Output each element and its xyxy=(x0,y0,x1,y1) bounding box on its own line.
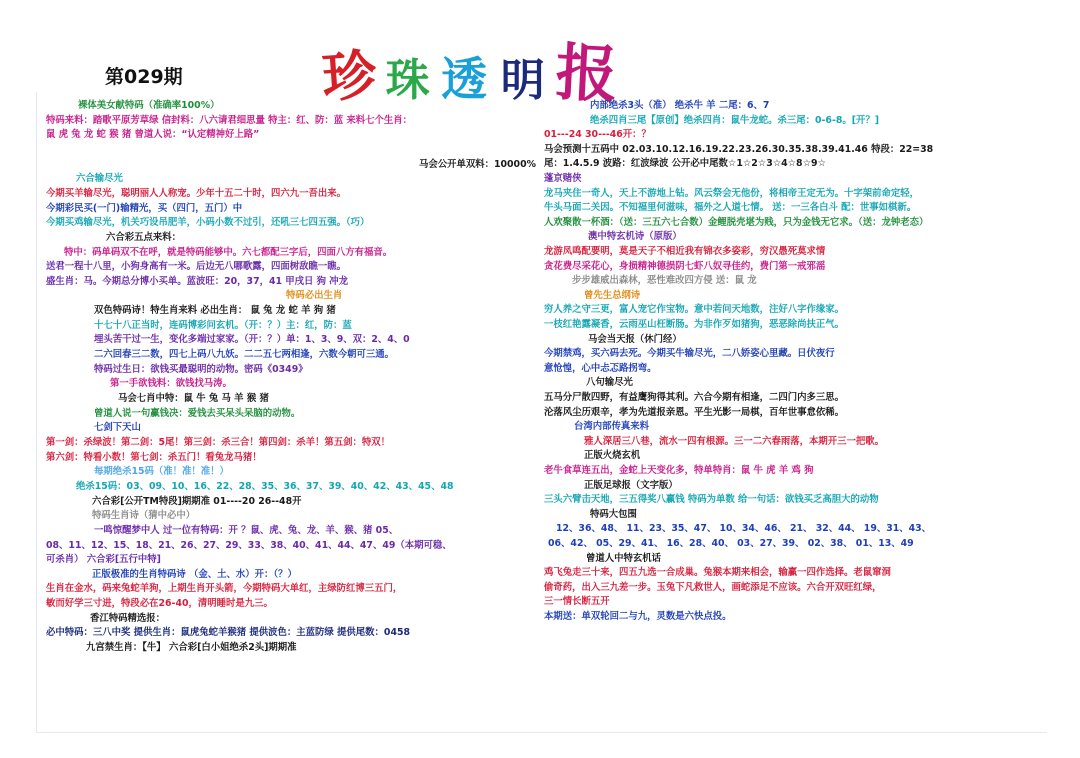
right-line: 曾先生总纲诗 xyxy=(584,289,641,301)
right-line: 06、42、 05、29、41、 16、28、40、 03、27、39、 02、38、 01、13、49 xyxy=(548,538,914,549)
right-line: 雅人深居三八巷，流水一四有根源。三一二六春雨落，本期开三一把歌。 xyxy=(584,435,885,447)
right-line: 意怆惶，心中忐忑路拐弯。 xyxy=(544,362,657,374)
left-line: 一鸣惊醒梦中人 过一位有特码：开 ？鼠、虎、兔、龙、羊、猴、猪 05、 xyxy=(94,524,399,536)
right-line: 特码大包围 xyxy=(590,508,637,520)
left-line: 裸体美女献特码（准确率100%） xyxy=(78,100,220,111)
left-line: 七剑下天山 xyxy=(94,422,141,434)
left-line: 今期买鸡输尽光，机关巧设吊肥羊，小码小数不过引，还吼三七四五强。（巧） xyxy=(46,217,370,229)
left-line: 第一手欲钱料：欲钱找马涛。 xyxy=(110,378,232,390)
right-line: 龙游凤鸣配要明，莫是天子不相近我有锦衣多姿彩，穷汉愚死莫求情 xyxy=(544,246,826,257)
left-line: 特码来料：踏歌平原芳草绿 信封料：八六请君细思量 特主：红、防：蓝 来料七个生肖： xyxy=(46,114,413,126)
left-line: 特中：码单码双不在呼，就是特码能够中。六七都配三字后，四面八方有福音。 xyxy=(64,246,393,258)
right-line: 马会预测十五码中 02.03.10.12.16.19.22.23.26.30.35.38.39.41.46 特段：22=38 xyxy=(544,143,934,155)
left-line: 生肖在金水，码来兔蛇羊狗，上期生肖开头箭，今期特码大单红，主绿防红博三五门， xyxy=(46,583,403,595)
right-line: 龙马夹住一奇人，天上不游地上钻。风云祭会无他份，将相帝王定无为。十字架前命定轻， xyxy=(544,187,920,199)
right-line: 蓬京赌侠 xyxy=(544,173,582,184)
left-line: 六合彩五点来料： xyxy=(106,231,182,243)
right-line: 五马分尸散四野，有益鹰狗得其利。六合今期有相逢，二四门内多三思。 xyxy=(544,392,845,403)
left-line: 鼠 虎 兔 龙 蛇 猴 猪 曾道人说：“认定精神好上路” xyxy=(46,129,260,141)
right-line: 01---24 30---46开：？ xyxy=(544,129,651,141)
right-line: 台湾内部传真来料 xyxy=(574,421,650,433)
right-line: 澳中特玄机诗（原版） xyxy=(588,231,682,243)
right-line: 12、36、48、 11、23、35、47、 10、34、46、 21、 32、44、 19、31、43、 xyxy=(556,523,932,535)
right-line: 曾道人中特玄机话 xyxy=(586,552,662,564)
right-line: 内部绝杀3头（准） 绝杀牛 羊 二尾：6、7 xyxy=(590,100,770,111)
right-line: 正版火烧玄机 xyxy=(584,450,641,462)
left-line: 盛生肖：马。今期总分博小买单。蓝波旺：20，37，41 甲戌日 狗 冲龙 xyxy=(46,275,349,287)
left-line: 今期彩民买(一门)输精光，买（四门，五门）中 xyxy=(46,202,243,214)
right-line: 八句输尽光 xyxy=(586,377,633,389)
left-line: 二六回春三二数，四七上码八九妖。二二五七两相逢，六数今朝可三通。 xyxy=(94,349,395,361)
title-char-1: 珍 xyxy=(320,42,379,110)
left-line: 必中特码：三八中奖 提供生肖：鼠虎兔蛇羊猴猪 提供波色：主蓝防绿 提供尾数：0458 xyxy=(46,627,411,639)
left-line: 正版极准的生肖特码诗 （金、土、水）开：（？） xyxy=(92,568,297,580)
left-line: 九宫禁生肖：【牛】 六合彩[白小姐绝杀2头]期期准 xyxy=(86,642,297,654)
left-line: 每期绝杀15码（准！准！准！） xyxy=(94,466,229,478)
left-line: 第六剑：特看小数！第七剑：杀五门！看兔龙马猪！ xyxy=(46,451,262,463)
left-line: 送君一程十八里，小狗身高有一米。后边无八哪歌露，四面树敌瞧一瞧。 xyxy=(46,261,347,273)
left-line: 今期买羊输尽光，聪明丽人人称宠。少年十五二十时，四六九一吾出来。 xyxy=(46,187,347,199)
right-line: 穷人养之守三更，富人宠它作宝物。意中若问天地数，注好八字作缘家。 xyxy=(544,304,845,316)
left-line: 曾道人说一句赢钱决：爱钱去买呆头呆脑的动物。 xyxy=(94,407,301,419)
title-char-3: 透 xyxy=(441,52,488,106)
issue-number: 第029期 xyxy=(105,66,183,88)
left-line: 马会公开单双料：10000% xyxy=(418,158,536,170)
right-line: 尾：1.4.5.9 波路：红波绿波 公开必中尾数☆1☆2☆3☆4☆8☆9☆ xyxy=(544,158,826,170)
left-line: 六合彩[公开TM特段]期期准 01----20 26--48开 xyxy=(92,495,302,507)
left-line: 特码生肖诗（猜中必中） xyxy=(92,510,196,522)
page-title xyxy=(320,24,620,112)
right-line: 三头六臂击天地，三五得奖八赢钱 特码为单数 给一句话：欲钱买乏高胆大的动物 xyxy=(544,494,879,506)
left-line: 特码过生日：欲钱买最聪明的动物。密码《0349》 xyxy=(94,363,308,375)
right-line: 牛头马面二关因。不知福里何滋味，福外之人道七情。 送：一三各白斗 配：世事如棋新。 xyxy=(544,202,917,214)
left-line: 敏而好学三寸进，特段必在26-40，清明睡时是九三。 xyxy=(46,598,273,610)
left-line: 马会七肖中特：鼠 牛 兔 马 羊 猴 猪 xyxy=(118,393,269,404)
left-line: 埋头苦干过一生，变化多端过家家。（开：？）单：1、3、9、双：2、4、0 xyxy=(94,334,410,346)
left-line: 特码必出生肖 xyxy=(286,290,343,302)
right-line: 步步雄威出森林，恶性难改四方侵 送：鼠 龙 xyxy=(572,275,757,287)
right-line: 一枝红艳露凝香，云雨巫山枉断肠。为非作歹如猪狗，恶恶除尚扶正气。 xyxy=(544,319,845,330)
left-line: 第一剑：杀绿波！第二剑：5尾！第三剑：杀三合！第四剑：杀羊！第五剑：特双！ xyxy=(46,436,391,448)
left-line: 08、11、12、15、18、21、26、27、29、33、38、40、41、44、47、49（本期可稳、 xyxy=(46,539,452,551)
right-line: 正版足球报（文字版） xyxy=(584,479,678,491)
right-line: 沦落风尘历艰辛，孝为先道报亲恩。平生光影一局棋，百年世事怠依稀。 xyxy=(544,406,845,418)
left-line: 双色特码诗！特生肖来料 必出生肖： 鼠 兔 龙 蛇 羊 狗 猪 xyxy=(94,305,336,317)
left-line: 香江特码精选报： xyxy=(90,612,166,624)
left-line: 可杀肖） 六合彩[五行中特] xyxy=(46,554,161,566)
left-line: 绝杀15码：03、09、10、16、22、28、35、36、37、39、40、42、43、45、48 xyxy=(76,480,454,492)
title-char-2: 珠 xyxy=(385,55,430,106)
title-char-4: 明 xyxy=(500,55,545,106)
right-line: 贪花费尽采花心，身损精神德损阴七虾八奴寻佳约，费门第一戒邪滛 xyxy=(544,260,826,272)
right-line: 偷奇药，出入三九差一步。玉兔下凡救世人，画蛇添足不应该。六合开双旺红绿， xyxy=(544,581,882,593)
right-line: 今期禁鸡，买六码去死。今期买牛输尽光，二八娇姿心里藏。日伏夜行 xyxy=(544,348,835,360)
title-char-5: 报 xyxy=(554,35,620,112)
right-line: 马会当天报（休门经） xyxy=(588,333,682,345)
left-line: 六合输尽光 xyxy=(76,173,123,185)
right-line: 绝杀四肖三尾【原创】绝杀四肖：鼠牛龙蛇。杀三尾：0-6-8。[开？] xyxy=(590,114,880,126)
right-line: 鸡飞兔走三十来，四五九选一合成巢。兔猴本期来相会，输赢一四作选择。老鼠窜洞 xyxy=(544,567,891,579)
right-line: 本期送：单双轮回二与九，灵数是六快点投。 xyxy=(544,611,732,622)
right-line: 人欢聚散一杯酒：（送：三五六七合数）金鲤脱壳堪为贱，只为金钱无它求。（送：龙钟老态） xyxy=(544,216,929,228)
right-line: 三一情长断五开 xyxy=(544,596,610,608)
right-line: 老牛食草连五出，金蛇上天变化多，特单特肖：鼠 牛 虎 羊 鸡 狗 xyxy=(544,465,814,476)
left-line: 十七十八正当时，连码博彩问玄机。（开：？）主：红，防：蓝 xyxy=(94,319,352,331)
